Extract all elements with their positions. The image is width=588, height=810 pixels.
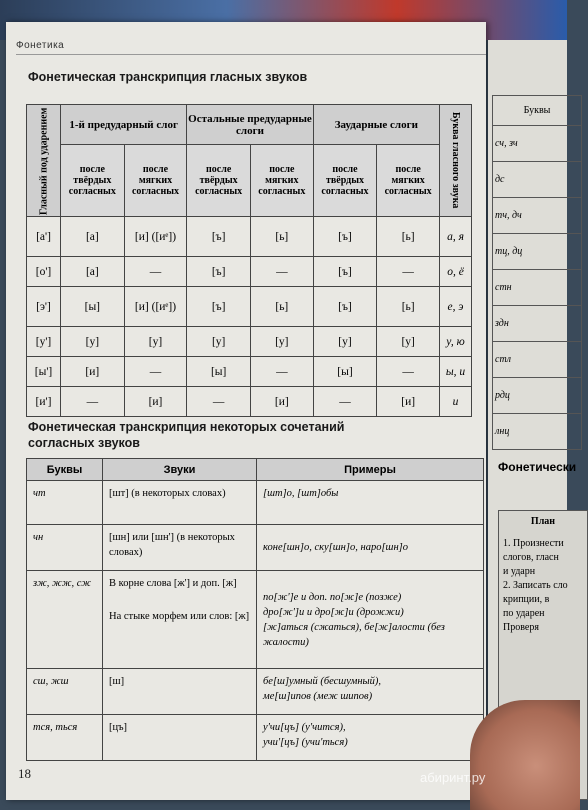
sub-header-soft: после мягких согласных — [377, 145, 440, 217]
sound-text: На стыке морфем или слов: [ж] — [109, 611, 250, 622]
table-cell: [ы] — [61, 287, 125, 327]
table-cell: [ы] — [187, 357, 251, 387]
table-cell: а, я — [440, 217, 472, 257]
table-cell: [и'] — [27, 387, 61, 417]
sub-header-hard: после твёрдых согласных — [61, 145, 125, 217]
table-cell: [у] — [61, 327, 125, 357]
table-cell: [у] — [250, 327, 313, 357]
table-cell: — — [124, 257, 187, 287]
right-section-title: Фонетически — [498, 460, 577, 474]
table-cell: у, ю — [440, 327, 472, 357]
examples-cell — [257, 481, 484, 525]
table-cell: [а] — [61, 257, 125, 287]
table-row — [27, 571, 484, 669]
table-cell: [и] — [124, 387, 187, 417]
sub-header-hard: после твёрдых согласных — [313, 145, 377, 217]
section-header: Фонетика — [16, 40, 65, 51]
letters-cell: сш, жш — [27, 669, 103, 715]
plan-line: по ударен — [503, 608, 545, 619]
table-cell: [и] ([иᵉ]) — [124, 217, 187, 257]
examples-cell — [257, 715, 484, 761]
table-cell: ы, и — [440, 357, 472, 387]
page-number: 18 — [18, 766, 31, 781]
table-cell: [ь] — [250, 217, 313, 257]
table-cell: [у] — [377, 327, 440, 357]
table-cell: [у] — [124, 327, 187, 357]
letters-cell: зж, жж, сж — [27, 571, 103, 669]
table-row — [27, 669, 484, 715]
table-cell: [ъ] — [313, 287, 377, 327]
vowels-table-title: Фонетическая транскрипция гласных звуков — [28, 70, 308, 84]
consonants-table — [26, 458, 484, 761]
consonants-table-title-line2: согласных звуков — [28, 436, 140, 450]
table-cell: о, ё — [440, 257, 472, 287]
right-letter-cell: рдц — [493, 378, 582, 414]
col-header-pre1: 1-й предударный слог — [61, 105, 187, 145]
sounds-cell — [103, 669, 257, 715]
table-cell: [и] — [61, 357, 125, 387]
plan-title: План — [530, 516, 556, 527]
right-letter-cell: тц, дц — [493, 234, 582, 270]
right-letter-cell: стл — [493, 342, 582, 378]
watermark-logo: абиринт.ру — [420, 770, 486, 785]
table-cell: — — [250, 257, 313, 287]
examples-cell — [257, 669, 484, 715]
sounds-cell — [103, 525, 257, 571]
table-cell: [ы'] — [27, 357, 61, 387]
table-row — [27, 287, 472, 327]
right-letter-cell: дс — [493, 162, 582, 198]
plan-line: 2. Записать сло — [503, 580, 568, 591]
example-text: дро[ж']и и дро[ж]и (дрожжи) — [263, 606, 404, 618]
example-text: бе[ш]умный (бесшумный), — [263, 676, 382, 687]
table-cell: [ъ] — [187, 217, 251, 257]
col-header-letters: Буквы — [27, 459, 103, 481]
table-cell: и — [440, 387, 472, 417]
example-text: учи'[цъ] (учи'ться) — [263, 737, 348, 748]
table-cell: — — [124, 357, 187, 387]
sound-text: В корне слова [ж'] и доп. [ж] — [109, 578, 237, 589]
col-header-letter: Буква гласного звука — [440, 105, 472, 217]
table-cell: [ь] — [377, 287, 440, 327]
table-cell: [и] — [377, 387, 440, 417]
table-cell: е, э — [440, 287, 472, 327]
plan-line: слогов, гласн — [503, 552, 559, 563]
right-letter-cell: здн — [493, 306, 582, 342]
table-cell: [и] — [250, 387, 313, 417]
plan-line: крипции, в — [503, 594, 550, 605]
col-header-stressed: Гласный под ударением — [27, 105, 61, 217]
table-row — [27, 257, 472, 287]
sounds-cell — [103, 571, 257, 669]
right-letter-cell: лнц — [493, 414, 582, 450]
sub-header-soft: после мягких согласных — [124, 145, 187, 217]
table-cell: — — [187, 387, 251, 417]
table-row — [27, 357, 472, 387]
example-text: у'чи[цъ] (у'чится), — [263, 722, 346, 733]
table-cell: [а] — [61, 217, 125, 257]
right-col-header: Буквы — [493, 96, 582, 126]
table-cell: [ь] — [377, 217, 440, 257]
table-cell: [ъ] — [187, 257, 251, 287]
sounds-cell — [103, 715, 257, 761]
table-cell: [э'] — [27, 287, 61, 327]
table-row — [27, 715, 484, 761]
header-divider — [16, 54, 486, 55]
table-cell: — — [313, 387, 377, 417]
plan-line: 1. Произнести — [503, 538, 564, 549]
letters-cell: чн — [27, 525, 103, 571]
plan-line: и ударн — [503, 566, 536, 577]
sound-text: [шн] или [шн'] (в некоторых словах) — [109, 532, 235, 558]
col-header-examples: Примеры — [257, 459, 484, 481]
letters-cell: чт — [27, 481, 103, 525]
example-text: [ж]аться (сжаться), бе[ж]алости (без жалости) — [263, 621, 445, 648]
letters-cell: тся, ться — [27, 715, 103, 761]
col-header-post: Заударные слоги — [313, 105, 439, 145]
example-text: коне[шн]о, ску[шн]о, наро[шн]о — [263, 542, 408, 553]
sub-header-hard: после твёрдых согласных — [187, 145, 251, 217]
right-letter-cell: тч, дч — [493, 198, 582, 234]
col-header-other-pre: Остальные предударные слоги — [187, 105, 313, 145]
vowels-table — [26, 104, 472, 417]
table-row — [27, 327, 472, 357]
example-text: ме[ш]ипов (меж шипов) — [263, 691, 373, 702]
table-cell: [ъ] — [187, 287, 251, 327]
table-cell: — — [250, 357, 313, 387]
table-cell: [ъ] — [313, 257, 377, 287]
sounds-cell — [103, 481, 257, 525]
right-letter-cell: сч, зч — [493, 126, 582, 162]
right-letters-table — [492, 95, 582, 450]
hand-photo — [470, 700, 580, 810]
table-cell: [ы] — [313, 357, 377, 387]
sound-text: [шт] (в некоторых словах) — [109, 488, 226, 499]
table-cell: [у] — [313, 327, 377, 357]
sound-text: [цъ] — [109, 722, 128, 733]
table-cell: [а'] — [27, 217, 61, 257]
table-cell: [и] ([иᵉ]) — [124, 287, 187, 327]
book-page-left — [6, 22, 486, 800]
consonants-table-title-line1: Фонетическая транскрипция некоторых сочетаний — [28, 420, 345, 434]
table-row — [27, 481, 484, 525]
table-cell: [у'] — [27, 327, 61, 357]
table-cell: [ь] — [250, 287, 313, 327]
examples-cell — [257, 571, 484, 669]
plan-line: Проверя — [503, 622, 539, 633]
table-cell: — — [377, 357, 440, 387]
table-row — [27, 525, 484, 571]
col-header-sounds: Звуки — [103, 459, 257, 481]
examples-cell — [257, 525, 484, 571]
table-cell: [ъ] — [313, 217, 377, 257]
table-row — [27, 387, 472, 417]
table-cell: [у] — [187, 327, 251, 357]
book-page-right — [488, 40, 577, 800]
sub-header-soft: после мягких согласных — [250, 145, 313, 217]
example-text: по[ж']е и доп. по[ж]е (позже) — [263, 591, 402, 603]
table-cell: — — [377, 257, 440, 287]
table-cell: [о'] — [27, 257, 61, 287]
right-letter-cell: стн — [493, 270, 582, 306]
table-row — [27, 217, 472, 257]
table-cell: — — [61, 387, 125, 417]
example-text: [шт]о, [шт]обы — [263, 488, 339, 499]
sound-text: [ш] — [109, 676, 125, 687]
